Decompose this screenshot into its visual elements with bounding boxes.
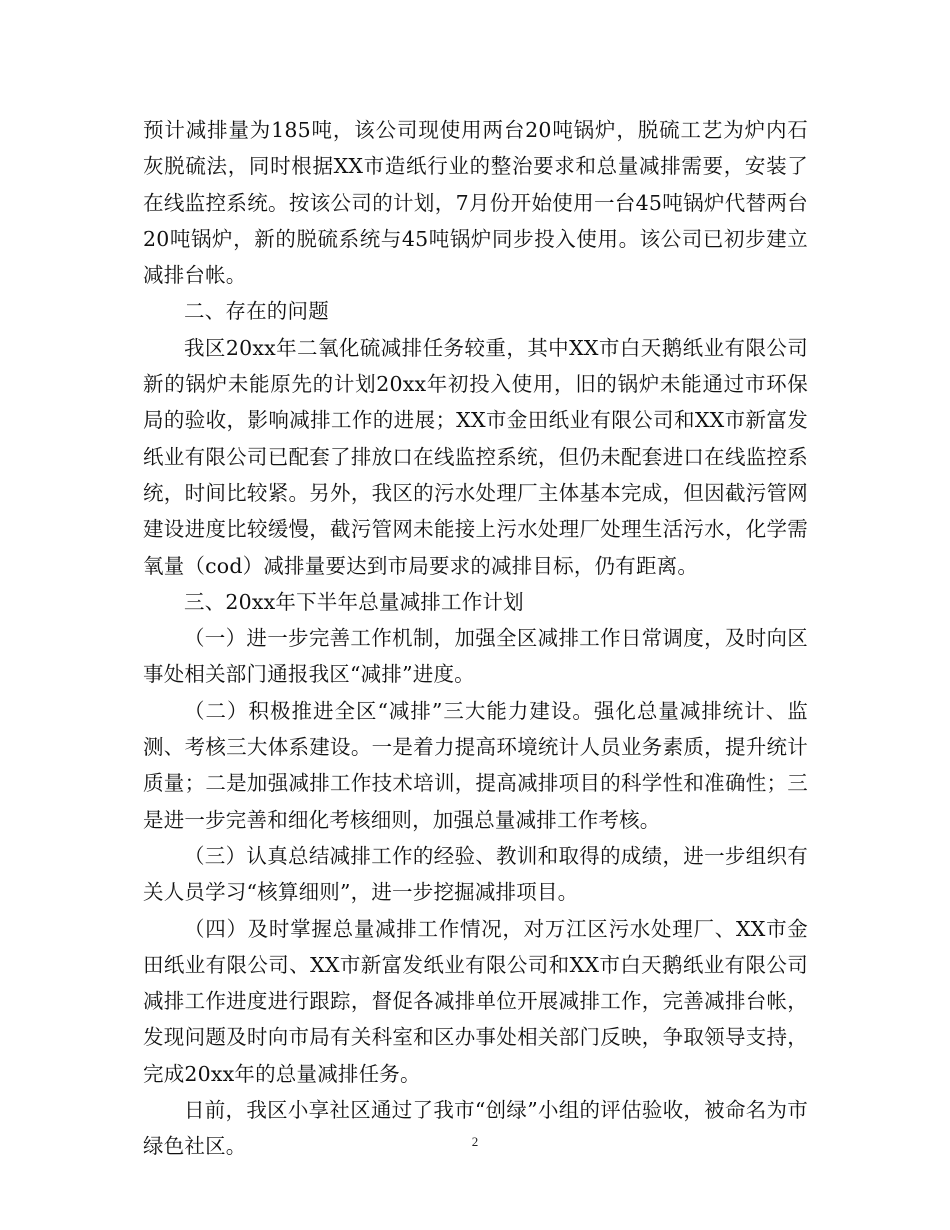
plan-item-1: （一）进一步完善工作机制，加强全区减排工作日常调度，及时向区事处相关部门通报我区“减排”进度。 (143, 626, 808, 687)
plan-item-4: （四）及时掌握总量减排工作情况，对万江区污水处理厂、XX市金田纸业有限公司、XX市新富发纸业有限公司和XX市白天鹅纸业有限公司减排工作进度进行跟踪，督促各减排单位开展减排工作，完善减排台帐，发现问题及时向市局有关科室和区办事处相关部门反映，争取领导支持，完成20xx年的总量减排任务。 (143, 916, 808, 1086)
section-heading-plan: 三、20xx年下半年总量减排工作计划 (184, 589, 524, 614)
section-heading-problems: 二、存在的问题 (184, 299, 329, 324)
page-number: 2 (471, 1134, 479, 1149)
paragraph-problems: 我区20xx年二氧化硫减排任务较重，其中XX市白天鹅纸业有限公司新的锅炉未能原先的计划20xx年初投入使用，旧的锅炉未能通过市环保局的验收，影响减排工作的进展；XX市金田纸业有限公司和XX市新富发纸业有限公司已配套了排放口在线监控系统，但仍未配套进口在线监控系统，时间比较紧。另外，我区的污水处理厂主体基本完成，但因截污管网建设进度比较缓慢，截污管网未能接上污水处理厂处理生活污水，化学需氧量（cod）减排量要达到市局要求的减排目标，仍有距离。 (143, 335, 808, 578)
paragraph-continued: 预计减排量为185吨，该公司现使用两台20吨锅炉，脱硫工艺为炉内石灰脱硫法，同时根据XX市造纸行业的整治要求和总量减排需要，安装了在线监控系统。按该公司的计划，7月份开始使用一台45吨锅炉代替两台20吨锅炉，新的脱硫系统与45吨锅炉同步投入使用。该公司已初步建立减排台帐。 (143, 118, 808, 288)
paragraph-green-community: 日前，我区小享社区通过了我市“创绿”小组的评估验收，被命名为市绿色社区。 (143, 1098, 808, 1159)
plan-item-3: （三）认真总结减排工作的经验、教训和取得的成绩，进一步组织有关人员学习“核算细则”，进一步挖掘减排项目。 (143, 843, 808, 905)
plan-item-2: （二）积极推进全区“减排”三大能力建设。强化总量减排统计、监测、考核三大体系建设。一是着力提高环境统计人员业务素质，提升统计质量；二是加强减排工作技术培训，提高减排项目的科学性和准确性；三是进一步完善和细化考核细则，加强总量减排工作考核。 (143, 698, 808, 832)
document-body (143, 112, 808, 1165)
